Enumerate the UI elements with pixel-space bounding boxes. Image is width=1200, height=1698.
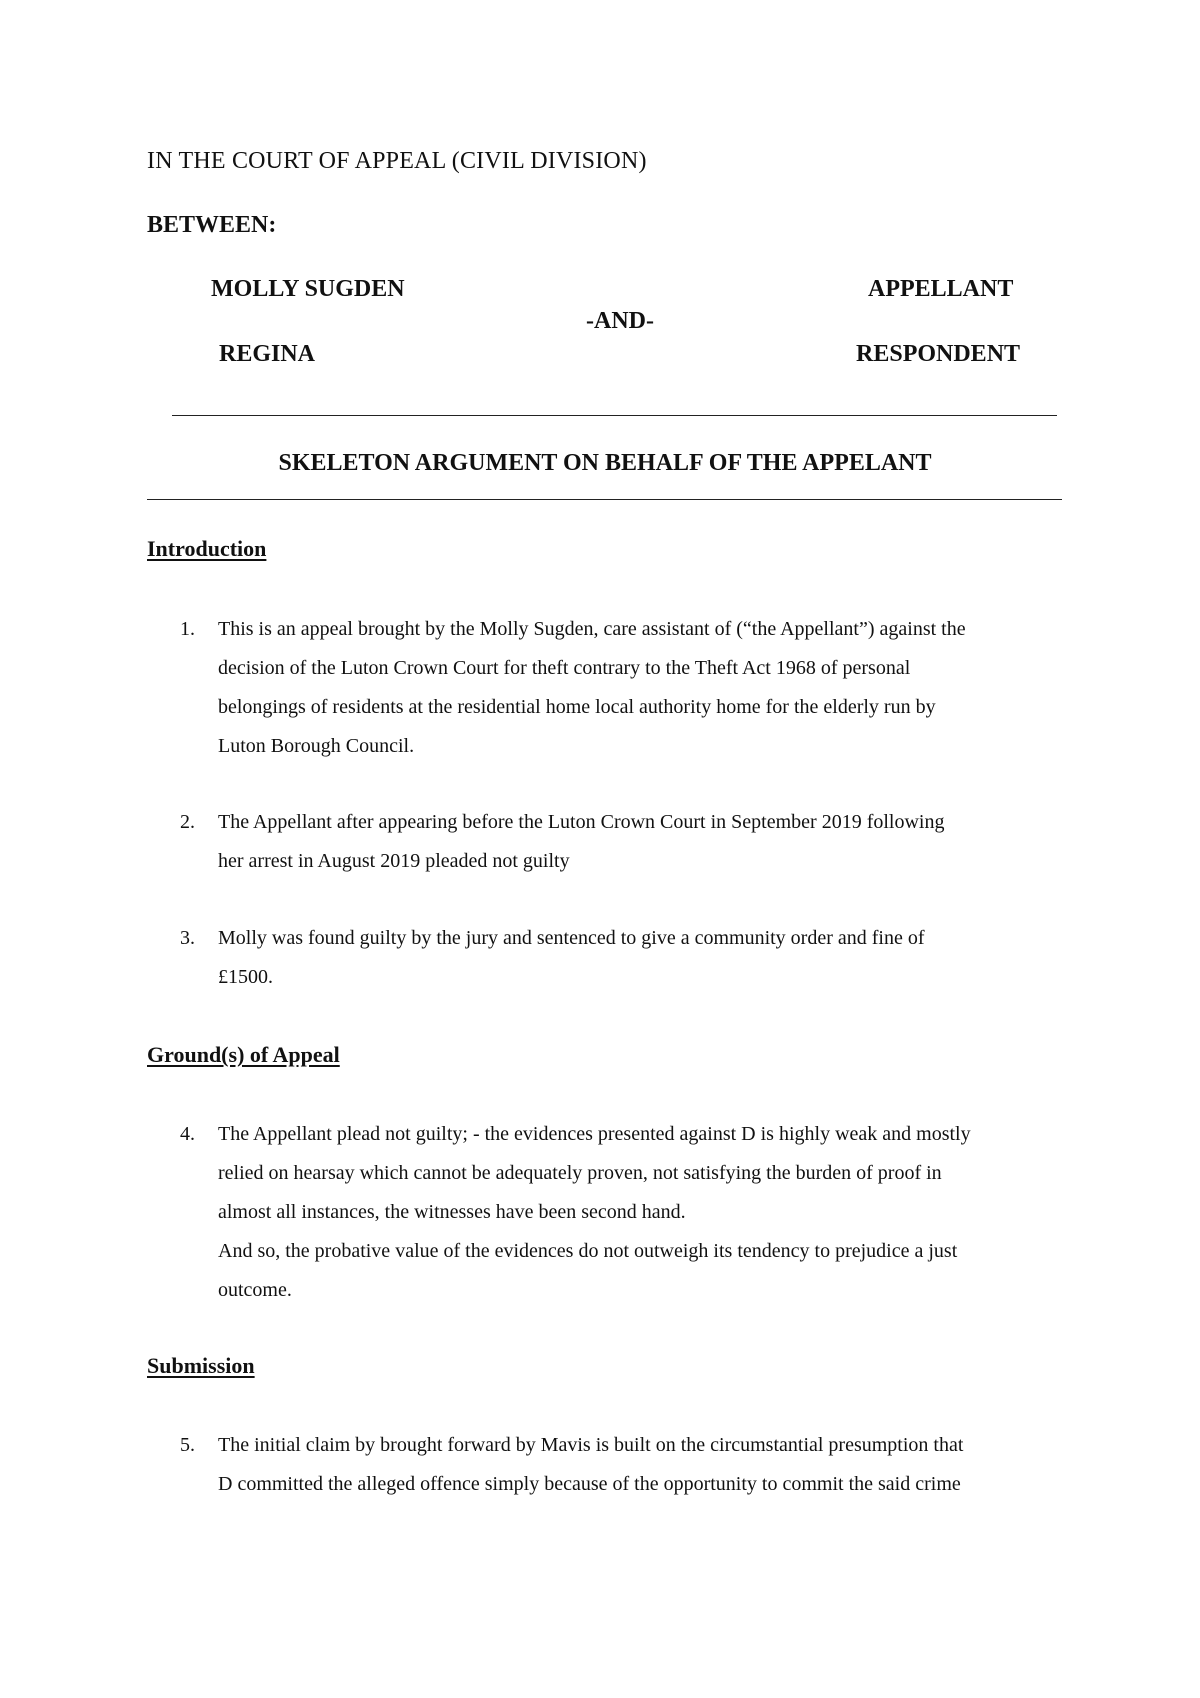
appellant-role: APPELLANT bbox=[868, 276, 1014, 302]
section-heading-grounds: Ground(s) of Appeal bbox=[147, 1042, 340, 1067]
paragraph-text bbox=[218, 610, 1067, 766]
document-title: SKELETON ARGUMENT ON BEHALF OF THE APPELANT bbox=[278, 450, 932, 476]
paragraph-number: 4. bbox=[180, 1123, 195, 1145]
section-heading-introduction: Introduction bbox=[147, 536, 267, 561]
title-bottom-rule bbox=[147, 499, 1062, 500]
paragraph-line: Luton Borough Council. bbox=[218, 735, 415, 757]
numbered-paragraph bbox=[147, 1426, 1067, 1504]
paragraph-text bbox=[218, 919, 1067, 997]
paragraph-number: 2. bbox=[180, 811, 195, 833]
paragraph-line: This is an appeal brought by the Molly Sugden, care assistant of (“the Appellant”) against the bbox=[218, 618, 966, 640]
court-heading: IN THE COURT OF APPEAL (CIVIL DIVISION) bbox=[147, 148, 647, 174]
respondent-name: REGINA bbox=[219, 341, 316, 367]
numbered-paragraph bbox=[147, 803, 1067, 881]
section-heading-submission: Submission bbox=[147, 1353, 255, 1378]
parties-separator: -AND- bbox=[586, 308, 654, 334]
paragraph-text bbox=[218, 1115, 1067, 1310]
title-top-rule bbox=[172, 415, 1057, 416]
numbered-paragraph bbox=[147, 1115, 1067, 1310]
paragraph-line: £1500. bbox=[218, 966, 273, 988]
paragraph-line: The Appellant plead not guilty; - the evidences presented against D is highly weak and mostly bbox=[218, 1123, 971, 1145]
appellant-name: MOLLY SUGDEN bbox=[211, 276, 405, 302]
paragraph-line: Molly was found guilty by the jury and sentenced to give a community order and fine of bbox=[218, 927, 925, 949]
paragraph-line: The Appellant after appearing before the Luton Crown Court in September 2019 following bbox=[218, 811, 945, 833]
paragraph-line: belongings of residents at the residential home local authority home for the elderly run by bbox=[218, 696, 936, 718]
respondent-role: RESPONDENT bbox=[856, 341, 1021, 367]
paragraph-line: outcome. bbox=[218, 1279, 292, 1301]
paragraph-number: 1. bbox=[180, 618, 195, 640]
numbered-paragraph bbox=[147, 610, 1067, 766]
paragraph-text bbox=[218, 1426, 1067, 1504]
between-label: BETWEEN: bbox=[147, 212, 277, 238]
paragraph-line: relied on hearsay which cannot be adequately proven, not satisfying the burden of proof in bbox=[218, 1162, 942, 1184]
paragraph-text bbox=[218, 803, 1067, 881]
paragraph-number: 3. bbox=[180, 927, 195, 949]
paragraph-line: almost all instances, the witnesses have been second hand. bbox=[218, 1201, 686, 1223]
paragraph-line: And so, the probative value of the evidences do not outweigh its tendency to prejudice a just bbox=[218, 1240, 958, 1262]
paragraph-line: D committed the alleged offence simply because of the opportunity to commit the said crime bbox=[218, 1473, 961, 1495]
paragraph-line: her arrest in August 2019 pleaded not guilty bbox=[218, 850, 570, 872]
paragraph-line: The initial claim by brought forward by Mavis is built on the circumstantial presumption that bbox=[218, 1434, 964, 1456]
numbered-paragraph bbox=[147, 919, 1067, 997]
paragraph-number: 5. bbox=[180, 1434, 195, 1456]
paragraph-line: decision of the Luton Crown Court for theft contrary to the Theft Act 1968 of personal bbox=[218, 657, 911, 679]
